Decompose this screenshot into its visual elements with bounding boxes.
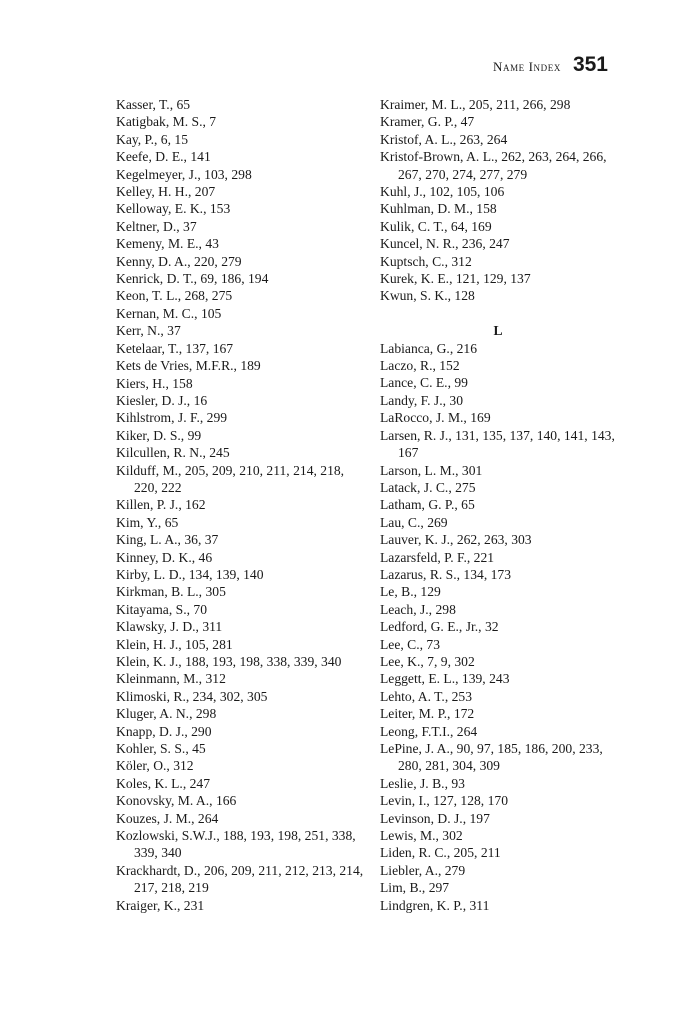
index-entry: Kim, Y., 65: [116, 514, 179, 530]
index-entry: Kemeny, M. E., 43: [116, 236, 219, 252]
index-entry: Lazarsfeld, P. F., 221: [380, 549, 495, 565]
index-entry: Ledford, G. E., Jr., 32: [380, 619, 499, 635]
index-entry: Lance, C. E., 99: [380, 375, 468, 391]
index-entry: Klimoski, R., 234, 302, 305: [116, 688, 268, 704]
index-entry: Lim, B., 297: [380, 880, 450, 896]
index-entry: Kozlowski, S.W.J., 188, 193, 198, 251, 338, 339, 340: [116, 828, 356, 861]
index-entry: Leach, J., 298: [380, 601, 456, 617]
index-entry: Labianca, G., 216: [380, 340, 478, 356]
index-entry: Kuhl, J., 102, 105, 106: [380, 184, 505, 200]
index-entry: Kenrick, D. T., 69, 186, 194: [116, 271, 269, 287]
index-entry: Kerr, N., 37: [116, 323, 181, 339]
index-entry: Kramer, G. P., 47: [380, 114, 475, 130]
index-entry: Kouzes, J. M., 264: [116, 810, 219, 826]
index-entry: Keefe, D. E., 141: [116, 149, 211, 165]
index-entry: Keltner, D., 37: [116, 218, 197, 234]
index-column-right: [380, 96, 616, 914]
index-entry: Klein, K. J., 188, 193, 198, 338, 339, 340: [116, 654, 342, 669]
index-entry: Kristof-Brown, A. L., 262, 263, 264, 266, 267, 270, 274, 277, 279: [380, 149, 607, 182]
index-entry: Katigbak, M. S., 7: [116, 114, 217, 130]
index-entry: LePine, J. A., 90, 97, 185, 186, 200, 233, 280, 281, 304, 309: [380, 741, 603, 774]
index-entry: Kernan, M. C., 105: [116, 305, 222, 321]
index-entry: Knapp, D. J., 290: [116, 723, 212, 739]
index-entry: Kiesler, D. J., 16: [116, 392, 208, 408]
index-entry: Lee, C., 73: [380, 636, 441, 652]
index-entry: Leggett, E. L., 139, 243: [380, 671, 510, 687]
index-entry: Kohler, S. S., 45: [116, 741, 206, 757]
index-entry: Krackhardt, D., 206, 209, 211, 212, 213, 214, 217, 218, 219: [116, 862, 364, 896]
index-entry: Koles, K. L., 247: [116, 775, 211, 791]
index-entry: Larson, L. M., 301: [380, 462, 483, 478]
index-entry: Kuncel, N. R., 236, 247: [380, 236, 510, 252]
index-entry: Leiter, M. P., 172: [380, 706, 475, 722]
index-entry: Kurek, K. E., 121, 129, 137: [380, 271, 531, 287]
index-entry: Le, B., 129: [380, 584, 441, 600]
index-entry: Lindgren, K. P., 311: [380, 897, 490, 913]
running-header: [493, 53, 608, 77]
index-entry: Keon, T. L., 268, 275: [116, 288, 233, 304]
index-entry: Kuptsch, C., 312: [380, 253, 472, 269]
index-entry: Levinson, D. J., 197: [380, 810, 490, 826]
index-entry: Laczo, R., 152: [380, 358, 460, 374]
index-entry: Kinney, D. K., 46: [116, 549, 213, 565]
index-entry: Latham, G. P., 65: [380, 497, 475, 513]
index-entry: Konovsky, M. A., 166: [116, 793, 237, 809]
index-entry: Kirkman, B. L., 305: [116, 584, 226, 600]
letter-heading: L: [493, 323, 503, 339]
index-entry: Kraimer, M. L., 205, 211, 266, 298: [380, 97, 571, 112]
index-entry: Kasser, T., 65: [116, 97, 191, 112]
index-entry: Kenny, D. A., 220, 279: [116, 253, 242, 269]
index-entry: King, L. A., 36, 37: [116, 532, 219, 548]
index-entry: Kitayama, S., 70: [116, 601, 207, 617]
index-entry: Kihlstrom, J. F., 299: [116, 410, 228, 426]
index-entry: Kelloway, E. K., 153: [116, 201, 231, 217]
index-entry: Leslie, J. B., 93: [380, 775, 465, 791]
index-entry: Levin, I., 127, 128, 170: [380, 793, 508, 809]
index-entry: LaRocco, J. M., 169: [380, 410, 491, 426]
index-entry: Kay, P., 6, 15: [116, 131, 188, 147]
index-entry: Lazarus, R. S., 134, 173: [380, 566, 512, 582]
index-group-l: [380, 340, 616, 914]
index-entry: Köler, O., 312: [116, 758, 194, 774]
index-group-k: [380, 96, 616, 305]
index-entry: Kristof, A. L., 263, 264: [380, 131, 508, 147]
index-entry: Ketelaar, T., 137, 167: [116, 340, 234, 356]
index-entry: Kilcullen, R. N., 245: [116, 445, 230, 461]
index-entry: Larsen, R. J., 131, 135, 137, 140, 141, 143, 167: [380, 427, 615, 461]
index-entry: Liebler, A., 279: [380, 862, 466, 878]
index-entry: Lewis, M., 302: [380, 828, 463, 844]
index-entry: Lauver, K. J., 262, 263, 303: [380, 532, 532, 548]
index-entry: Kiers, H., 158: [116, 375, 193, 391]
index-entry: Lau, C., 269: [380, 514, 448, 530]
index-entry: Kleinmann, M., 312: [116, 671, 226, 687]
index-entry: Kegelmeyer, J., 103, 298: [116, 166, 252, 182]
index-entry: Leong, F.T.I., 264: [380, 723, 478, 739]
index-entry: Kluger, A. N., 298: [116, 706, 217, 722]
index-entry: Kirby, L. D., 134, 139, 140: [116, 566, 264, 582]
index-entry: Kulik, C. T., 64, 169: [380, 218, 492, 234]
index-entry: Landy, F. J., 30: [380, 392, 463, 408]
index-entry: Kets de Vries, M.F.R., 189: [116, 358, 261, 374]
index-entry: Kiker, D. S., 99: [116, 427, 202, 443]
page-number: 351: [572, 53, 608, 76]
section-title: Name Index: [492, 59, 561, 74]
index-entry: Kelley, H. H., 207: [116, 184, 216, 200]
index-entry: Klein, H. J., 105, 281: [116, 636, 233, 652]
index-entry: Kilduff, M., 205, 209, 210, 211, 214, 218, 220, 222: [116, 462, 345, 495]
index-entry: Klawsky, J. D., 311: [116, 619, 223, 635]
index-entry: Lee, K., 7, 9, 302: [380, 653, 475, 669]
index-entry: Kuhlman, D. M., 158: [380, 201, 497, 217]
index-column-left: [116, 96, 366, 914]
index-entry: Kwun, S. K., 128: [380, 288, 475, 304]
index-entry: Killen, P. J., 162: [116, 497, 206, 513]
index-entry: Latack, J. C., 275: [380, 479, 476, 495]
index-entry: Lehto, A. T., 253: [380, 688, 473, 704]
index-entry: Liden, R. C., 205, 211: [380, 845, 501, 861]
index-entry: Kraiger, K., 231: [116, 897, 205, 913]
